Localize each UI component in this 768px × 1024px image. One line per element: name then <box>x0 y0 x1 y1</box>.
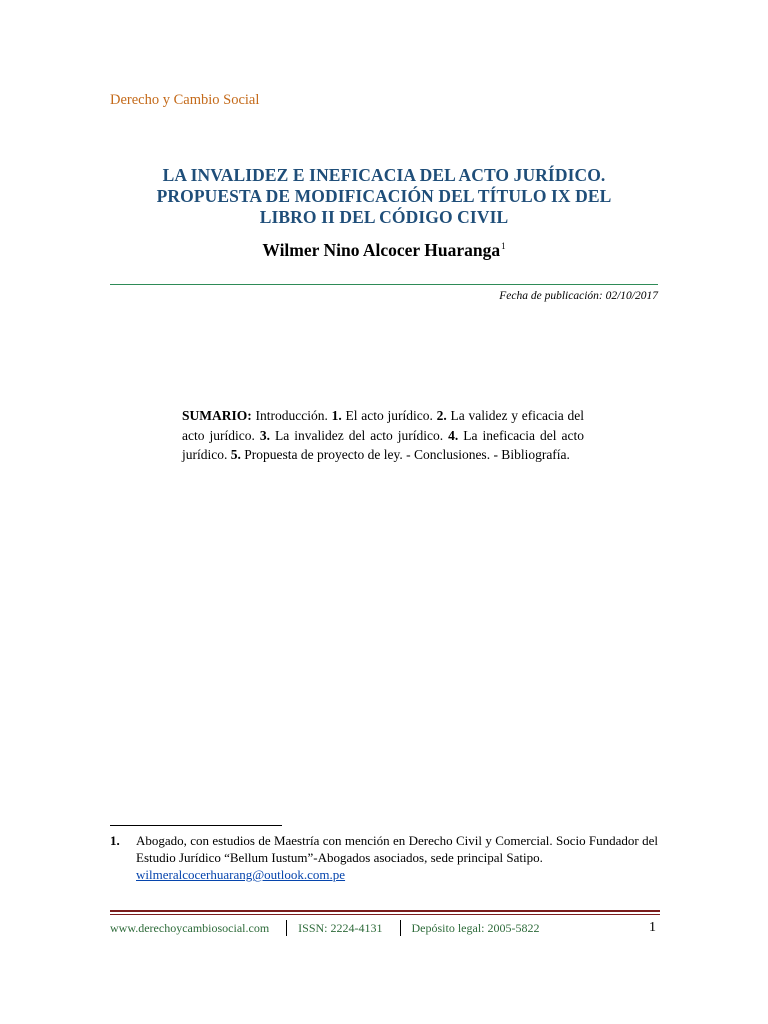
page-number: 1 <box>649 920 656 935</box>
summary-section-number: 1. <box>331 408 342 423</box>
footer-issn: ISSN: 2224-4131 <box>298 920 383 935</box>
summary-section-number: 4. <box>448 427 459 443</box>
footnote <box>110 832 658 883</box>
page-footer <box>110 918 660 938</box>
article-title <box>110 165 658 228</box>
title-divider <box>110 284 658 285</box>
footer-separator <box>286 920 287 936</box>
author-footnote-mark[interactable]: 1 <box>501 241 506 252</box>
summary-section-text: La ineficacia del acto jurídico. <box>182 427 584 462</box>
footnote-text: Abogado, con estudios de Maestría con mención en Derecho Civil y Comercial. Socio Fundador del Estudio Jurídico “Bellum Iustum”-Abogados asociados, sede principal Satipo. <box>136 833 658 865</box>
title-line-1: LA INVALIDEZ E INEFICACIA DEL ACTO JURÍDICO. <box>162 165 606 185</box>
footer-divider-thick <box>110 910 660 912</box>
footnote-divider <box>110 825 282 826</box>
author-name: Wilmer Nino Alcocer Huaranga <box>262 240 501 260</box>
summary-section-number: 3. <box>259 427 270 443</box>
footer-website[interactable]: www.derechoycambiosocial.com <box>110 920 270 935</box>
title-line-3: LIBRO II DEL CÓDIGO CIVIL <box>259 207 509 227</box>
author-line <box>110 240 658 261</box>
summary-section-number: 5. <box>230 447 241 462</box>
footer-divider-thin <box>110 914 660 915</box>
footnote-number: 1. <box>110 833 120 848</box>
summary-section-text: Propuesta de proyecto de ley. - Conclusiones. - Bibliografía. <box>240 447 570 462</box>
footer-separator <box>400 920 401 936</box>
summary-section-text: La invalidez del acto jurídico. <box>270 427 449 443</box>
summary-section-text: Introducción. <box>251 408 332 423</box>
summary-block <box>182 406 584 465</box>
summary-section-text: La validez y eficacia del acto jurídico. <box>182 408 584 443</box>
journal-header: Derecho y Cambio Social <box>110 92 260 108</box>
summary-section-text: El acto jurídico. <box>341 408 437 423</box>
title-line-2: PROPUESTA DE MODIFICACIÓN DEL TÍTULO IX DEL <box>156 186 612 206</box>
author-email-link[interactable]: wilmeralcocerhuarang@outlook.com.pe <box>136 867 346 882</box>
summary-label: SUMARIO: <box>182 408 252 423</box>
publication-date: Fecha de publicación: 02/10/2017 <box>499 290 658 302</box>
summary-section-number: 2. <box>436 408 447 423</box>
footer-deposito: Depósito legal: 2005-5822 <box>411 920 540 935</box>
